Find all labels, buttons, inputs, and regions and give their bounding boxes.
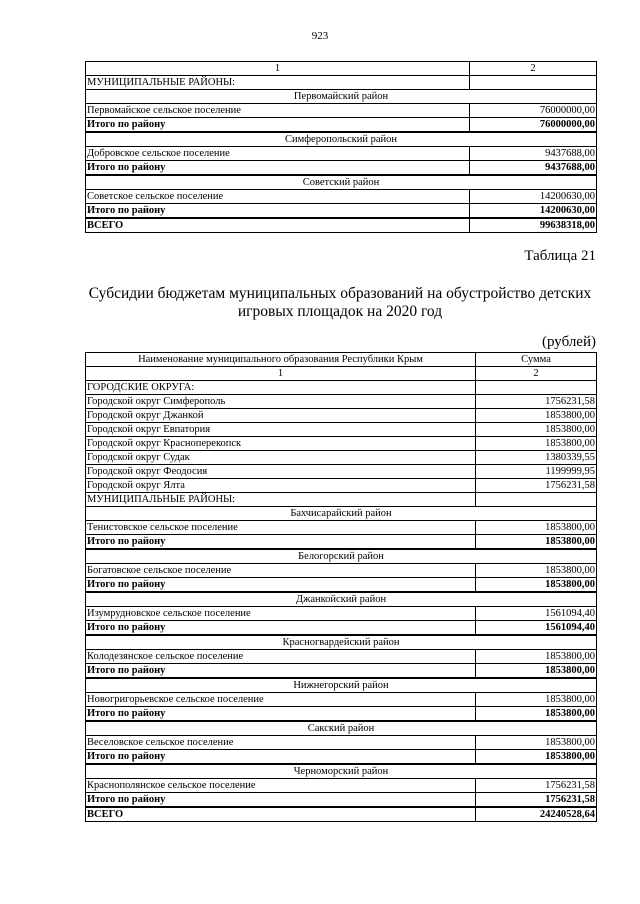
total-amount: 1853800,00 [476,707,597,722]
district-name: Симферопольский район [86,132,597,147]
district-total-row [86,621,597,636]
section-row [86,76,597,90]
amount: 1756231,58 [476,779,597,793]
table-row [86,479,597,493]
total-amount: 1561094,40 [476,621,597,636]
district-total-row [86,750,597,765]
grand-total-label: ВСЕГО [86,807,476,822]
total-amount: 1853800,00 [476,750,597,765]
header-row [86,353,597,367]
grand-total-row [86,218,597,233]
amount: 9437688,00 [470,147,597,161]
municipality-name: Городской округ Судак [86,451,476,465]
amount: 1853800,00 [476,423,597,437]
district-name: Белогорский район [86,549,597,564]
table-row [86,190,597,204]
total-label: Итого по району [86,118,470,133]
district-total-row [86,793,597,808]
settlement-name: Первомайское сельское поселение [86,104,470,118]
subsidy-table [85,352,597,822]
amount: 76000000,00 [470,104,597,118]
settlement-name: Веселовское сельское поселение [86,736,476,750]
section-row [86,493,597,507]
total-label: Итого по району [86,535,476,550]
total-amount: 9437688,00 [470,161,597,176]
district-header-row [86,721,597,736]
district-name: Бахчисарайский район [86,507,597,521]
grand-total-label: ВСЕГО [86,218,470,233]
municipality-name: Городской округ Красноперекопск [86,437,476,451]
amount: 1380339,55 [476,451,597,465]
column-number-row [86,367,597,381]
table-row [86,521,597,535]
district-header-row [86,635,597,650]
grand-total-row [86,807,597,822]
municipality-name: Городской округ Джанкой [86,409,476,423]
total-label: Итого по району [86,707,476,722]
settlement-name: Советское сельское поселение [86,190,470,204]
table-row [86,395,597,409]
total-label: Итого по району [86,204,470,219]
empty-cell [476,381,597,395]
column-number-row [86,62,597,76]
total-label: Итого по району [86,621,476,636]
total-label: Итого по району [86,161,470,176]
table-number: Таблица 21 [524,248,596,264]
table-body [86,353,597,822]
municipality-name: Городской округ Евпатория [86,423,476,437]
district-name: Первомайский район [86,90,597,104]
district-name: Советский район [86,175,597,190]
amount: 1853800,00 [476,521,597,535]
municipality-name: Городской округ Симферополь [86,395,476,409]
total-label: Итого по району [86,750,476,765]
amount: 1756231,58 [476,479,597,493]
empty-cell [470,76,597,90]
amount: 1853800,00 [476,693,597,707]
empty-cell [476,493,597,507]
column-number-2: 2 [476,367,597,381]
header-name-cell: Наименование муниципального образования Республики Крым [86,353,476,367]
page-number: 923 [311,30,329,42]
settlement-name: Тенистовское сельское поселение [86,521,476,535]
total-label: Итого по району [86,578,476,593]
total-amount: 1853800,00 [476,535,597,550]
table-row [86,465,597,479]
column-number-1: 1 [86,367,476,381]
district-name: Нижнегорский район [86,678,597,693]
table-row [86,147,597,161]
table-row [86,423,597,437]
table-title: Субсидии бюджетам муниципальных образований на обустройство детских игровых площадок на 2020 год [88,285,592,320]
settlement-name: Новогригорьевское сельское поселение [86,693,476,707]
district-total-row [86,707,597,722]
district-header-row [86,90,597,104]
settlement-name: Добровское сельское поселение [86,147,470,161]
district-name: Красногвардейский район [86,635,597,650]
settlement-name: Богатовское сельское поселение [86,564,476,578]
section-row [86,381,597,395]
total-amount: 76000000,00 [470,118,597,133]
table-row [86,564,597,578]
district-total-row [86,578,597,593]
units-label: (рублей) [541,334,596,350]
settlement-name: Краснополянское сельское поселение [86,779,476,793]
district-total-row [86,664,597,679]
table-row [86,650,597,664]
total-amount: 14200630,00 [470,204,597,219]
allocation-table-continued [85,61,597,233]
table-row [86,607,597,621]
district-header-row [86,678,597,693]
section-label: МУНИЦИПАЛЬНЫЕ РАЙОНЫ: [86,493,476,507]
district-header-row [86,764,597,779]
column-number-1: 1 [86,62,470,76]
table-row [86,736,597,750]
district-header-row [86,507,597,521]
district-header-row [86,175,597,190]
district-total-row [86,161,597,176]
amount: 1756231,58 [476,395,597,409]
table-row [86,104,597,118]
total-amount: 1853800,00 [476,578,597,593]
total-label: Итого по району [86,793,476,808]
section-label: ГОРОДСКИЕ ОКРУГА: [86,381,476,395]
section-label: МУНИЦИПАЛЬНЫЕ РАЙОНЫ: [86,76,470,90]
district-header-row [86,549,597,564]
table-row [86,779,597,793]
amount: 1853800,00 [476,650,597,664]
header-sum-cell: Сумма [476,353,597,367]
district-total-row [86,535,597,550]
table-row [86,437,597,451]
district-name: Сакский район [86,721,597,736]
total-amount: 1756231,58 [476,793,597,808]
table-body [86,62,597,233]
table-row [86,451,597,465]
municipality-name: Городской округ Феодосия [86,465,476,479]
total-amount: 1853800,00 [476,664,597,679]
settlement-name: Изумрудновское сельское поселение [86,607,476,621]
total-label: Итого по району [86,664,476,679]
district-name: Черноморский район [86,764,597,779]
column-number-2: 2 [470,62,597,76]
amount: 1853800,00 [476,564,597,578]
amount: 14200630,00 [470,190,597,204]
amount: 1199999,95 [476,465,597,479]
grand-total-amount: 99638318,00 [470,218,597,233]
amount: 1561094,40 [476,607,597,621]
table-row [86,409,597,423]
district-total-row [86,204,597,219]
district-name: Джанкойский район [86,592,597,607]
table-row [86,693,597,707]
amount: 1853800,00 [476,437,597,451]
amount: 1853800,00 [476,409,597,423]
municipality-name: Городской округ Ялта [86,479,476,493]
district-total-row [86,118,597,133]
settlement-name: Колодезянское сельское поселение [86,650,476,664]
district-header-row [86,592,597,607]
district-header-row [86,132,597,147]
grand-total-amount: 24240528,64 [476,807,597,822]
amount: 1853800,00 [476,736,597,750]
